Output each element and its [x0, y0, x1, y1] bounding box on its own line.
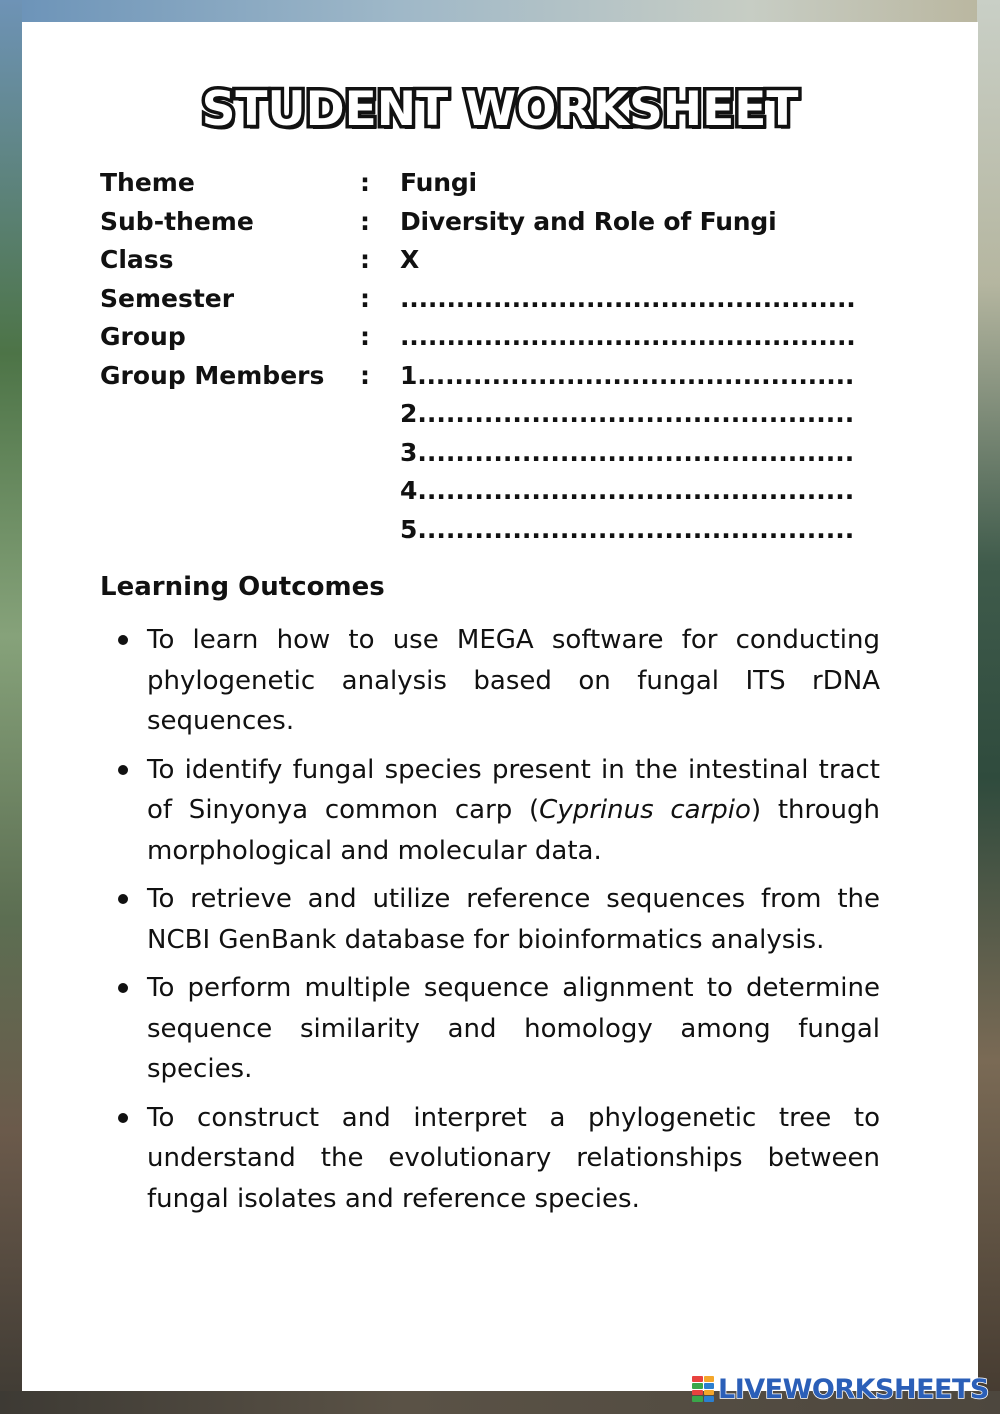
member-blank-3[interactable]: 3..............................................: [400, 437, 855, 467]
info-row-theme: [100, 164, 860, 203]
info-row-class: [100, 241, 860, 280]
info-value: Fungi: [400, 168, 477, 197]
bullet-icon: [118, 765, 128, 775]
info-colon: :: [360, 283, 370, 313]
worksheet-page: [22, 22, 978, 1391]
learning-outcomes-list: [100, 620, 880, 1227]
info-row-group-members: [100, 357, 860, 396]
logo-cell: [704, 1396, 715, 1402]
list-item: [100, 1098, 880, 1220]
info-table: [100, 164, 860, 549]
list-item: [100, 620, 880, 742]
member-blank-5[interactable]: 5..............................................: [400, 514, 855, 544]
info-colon: :: [360, 322, 370, 351]
background-left-edge: [0, 0, 22, 1414]
info-label: Sub-theme: [100, 206, 254, 236]
info-row-semester: [100, 280, 860, 319]
info-colon: :: [360, 245, 370, 274]
info-value: X: [400, 245, 420, 274]
member-blank-4[interactable]: 4..............................................: [400, 476, 855, 505]
background-top-edge: [0, 0, 1000, 22]
bullet-icon: [118, 1113, 128, 1123]
logo-cell: [704, 1376, 715, 1382]
info-label: Semester: [100, 283, 235, 313]
species-name: Cyprinus carpio: [539, 795, 751, 825]
liveworksheets-text: LIVEWORKSHEETS: [718, 1373, 989, 1405]
outcome-text: To learn how to use MEGA software for conducting phylogenetic analysis based on fungal ITS rDNA sequences.: [147, 625, 880, 736]
semester-blank[interactable]: .................................................: [400, 283, 856, 313]
info-label: Group: [100, 322, 186, 351]
member-blank-1[interactable]: 1...............................................: [400, 360, 855, 390]
bullet-icon: [118, 983, 128, 993]
learning-outcomes-heading: Learning Outcomes: [100, 572, 385, 602]
info-colon: :: [360, 168, 370, 197]
liveworksheets-logo-icon: [692, 1376, 714, 1402]
bullet-icon: [118, 894, 128, 904]
list-item: [100, 750, 880, 872]
info-row-group: [100, 318, 860, 357]
logo-cell: [704, 1383, 715, 1389]
group-blank[interactable]: .................................................: [400, 322, 856, 351]
liveworksheets-watermark[interactable]: [692, 1374, 989, 1404]
outcome-text-before: To identify fungal species present in the intestinal tract of Sinyonya common carp (: [147, 754, 880, 825]
info-label: Theme: [100, 168, 195, 197]
info-value: Diversity and Role of Fungi: [400, 206, 777, 236]
logo-cell: [704, 1390, 715, 1396]
logo-cell: [692, 1390, 703, 1396]
logo-cell: [692, 1383, 703, 1389]
outcome-text: To construct and interpret a phylogenetic tree to understand the evolutionary relationships between fungal isolates and reference species.: [147, 1102, 880, 1214]
list-item: [100, 968, 880, 1090]
worksheet-title: STUDENT WORKSHEET: [201, 82, 799, 137]
info-colon: :: [360, 360, 370, 390]
logo-cell: [692, 1376, 703, 1382]
logo-cell: [692, 1396, 703, 1402]
list-item: [100, 879, 880, 960]
bullet-icon: [118, 635, 128, 645]
outcome-text-after: ) through morphological and molecular data.: [147, 795, 880, 866]
member-blank-2[interactable]: 2..............................................: [400, 399, 855, 428]
outcome-text: To perform multiple sequence alignment to determine sequence similarity and homology among fungal species.: [147, 973, 880, 1084]
info-label: Group Members: [100, 360, 325, 390]
info-row-sub-theme: [100, 203, 860, 242]
background-right-edge: [977, 0, 1000, 1414]
outcome-text: To retrieve and utilize reference sequences from the NCBI GenBank database for bioinformatics analysis.: [147, 884, 880, 955]
info-colon: :: [360, 206, 370, 236]
info-label: Class: [100, 245, 174, 274]
